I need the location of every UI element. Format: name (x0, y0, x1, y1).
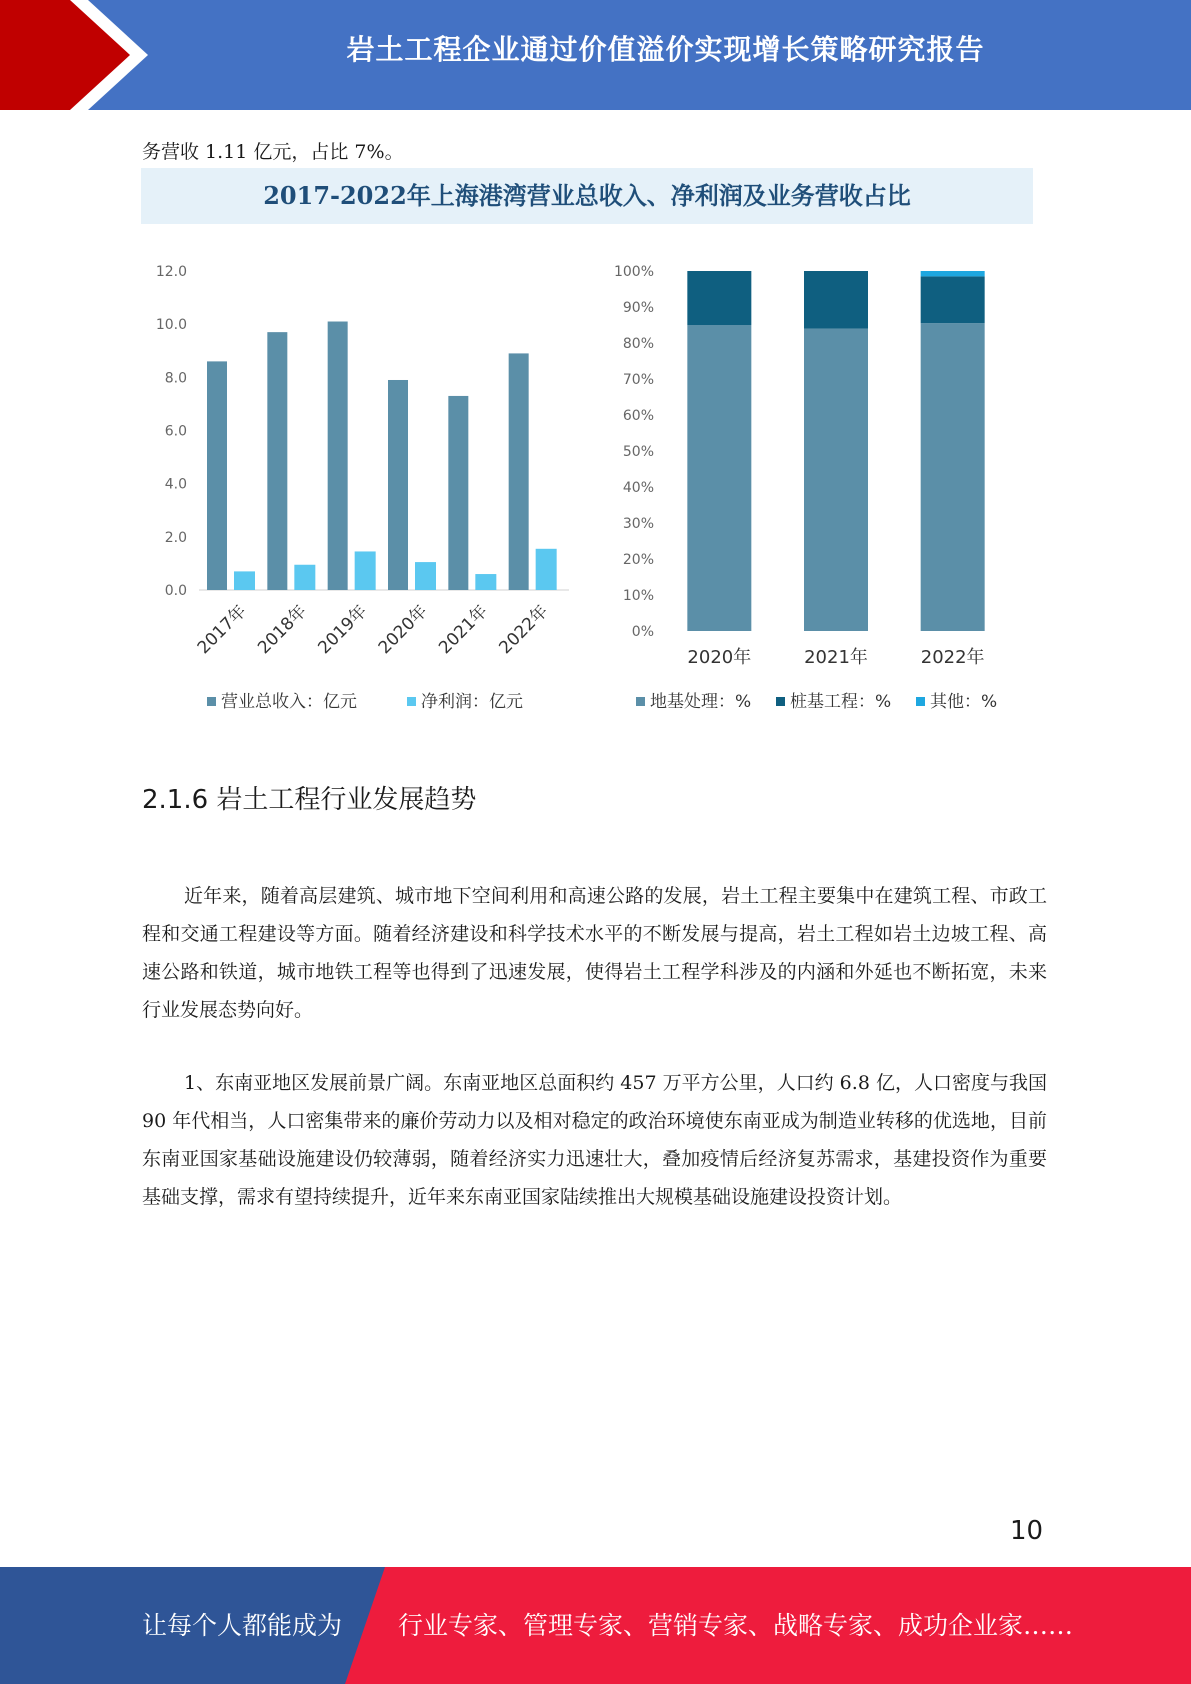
legend-label: 地基处理：% (650, 692, 752, 712)
stacked-bar-segment (687, 271, 751, 325)
x-tick-label: 2020年 (687, 647, 752, 668)
stacked-bar-segment (804, 329, 868, 631)
page-footer (0, 1567, 1191, 1684)
bar-revenue (267, 332, 287, 590)
x-tick-label: 2022年 (495, 601, 553, 659)
y-tick-label: 40% (622, 480, 654, 496)
y-tick-label: 80% (622, 336, 654, 352)
legend-swatch (407, 697, 416, 706)
y-tick-label: 30% (622, 516, 654, 532)
bar-profit (536, 549, 557, 590)
x-tick-label: 2018年 (254, 601, 311, 659)
footer-slogan-left: 让每个人都能成为 (142, 1611, 343, 1640)
y-tick-label: 0.0 (164, 583, 187, 599)
x-tick-label: 2022年 (920, 647, 985, 668)
legend-swatch (636, 697, 645, 706)
legend-label: 营业总收入：亿元 (221, 692, 357, 712)
y-tick-label: 70% (622, 372, 654, 388)
stacked-bar-segment (921, 271, 985, 276)
legend-swatch (207, 697, 216, 706)
section-paragraph: 近年来，随着高层建筑、城市地下空间利用和高速公路的发展，岩土工程主要集中在建筑工程、市政工程和交通工程建设等方面。随着经济建设和科学技术水平的不断发展与提高，岩土工程如岩土边坡工程、高速公路和铁道，城市地铁工程等也得到了迅速发展，使得岩土工程学科涉及的内涵和外延也不断拓宽，未来行业发展态势向好。 (142, 885, 1047, 1021)
bar-revenue (388, 380, 408, 590)
header-title: 岩土工程企业通过价值溢价实现增长策略研究报告 (346, 33, 985, 66)
section-heading: 2.1.6 岩土工程行业发展趋势 (142, 785, 477, 815)
chart-title-bar (141, 168, 1033, 224)
page-number: 10 (1010, 1516, 1044, 1546)
x-tick-label: 2017年 (193, 601, 251, 659)
header-arrow-decoration (0, 0, 150, 110)
legend-label: 净利润：亿元 (421, 692, 523, 712)
bar-revenue (207, 361, 227, 590)
bar-revenue (328, 322, 348, 590)
footer-slogan-right: 行业专家、管理专家、营销专家、战略专家、成功企业家…… (398, 1611, 1074, 1640)
section-paragraph: 1、东南亚地区发展前景广阔。东南亚地区总面积约 457 万平方公里，人口约 6.8 亿，人口密度与我国 90 年代相当，人口密集带来的廉价劳动力以及相对稳定的政治环境使东南亚成为制造业转移的优选地，目前东南亚国家基础设施建设仍较薄弱，随着经济实力迅速壮大，叠加疫情后经济复苏需求，基建投资作为重要基础支撑，需求有望持续提升，近年来东南亚国家陆续推出大规模基础设施建设投资计划。 (142, 1072, 1047, 1208)
y-tick-label: 12.0 (155, 264, 187, 280)
y-tick-label: 100% (613, 264, 654, 280)
y-tick-label: 6.0 (164, 423, 187, 440)
y-tick-label: 10% (622, 588, 654, 604)
stacked-bar-segment (921, 276, 985, 323)
x-tick-label: 2021年 (804, 647, 868, 668)
page-header (0, 0, 1191, 110)
y-tick-label: 60% (622, 408, 654, 424)
intro-text: 务营收 1.11 亿元，占比 7%。 (142, 141, 404, 163)
bar-profit (415, 562, 436, 590)
y-tick-label: 20% (622, 552, 654, 568)
legend-swatch (776, 697, 785, 706)
legend-label: 桩基工程：% (790, 692, 892, 712)
bar-profit (234, 571, 255, 590)
bar-revenue (509, 353, 529, 590)
stacked-bar-segment (921, 323, 985, 631)
chart-title: 2017-2022年上海港湾营业总收入、净利润及业务营收占比 (263, 181, 911, 210)
y-tick-label: 50% (622, 444, 654, 460)
bar-profit (355, 551, 376, 590)
stacked-bar-segment (804, 271, 868, 329)
y-tick-label: 2.0 (164, 529, 187, 546)
bar-revenue (448, 396, 468, 590)
chart-area (141, 234, 1033, 734)
legend-swatch (916, 697, 925, 706)
x-tick-label: 2019年 (314, 601, 372, 659)
y-tick-label: 8.0 (164, 370, 187, 387)
x-tick-label: 2021年 (435, 601, 492, 659)
bar-profit (294, 565, 315, 590)
stacked-bar-segment (687, 325, 751, 631)
legend-label: 其他：% (930, 692, 998, 712)
x-tick-label: 2020年 (374, 601, 432, 659)
y-tick-label: 10.0 (155, 317, 187, 334)
y-tick-label: 90% (622, 300, 654, 316)
y-tick-label: 0% (631, 624, 654, 640)
bar-profit (475, 574, 496, 590)
y-tick-label: 4.0 (164, 476, 187, 493)
